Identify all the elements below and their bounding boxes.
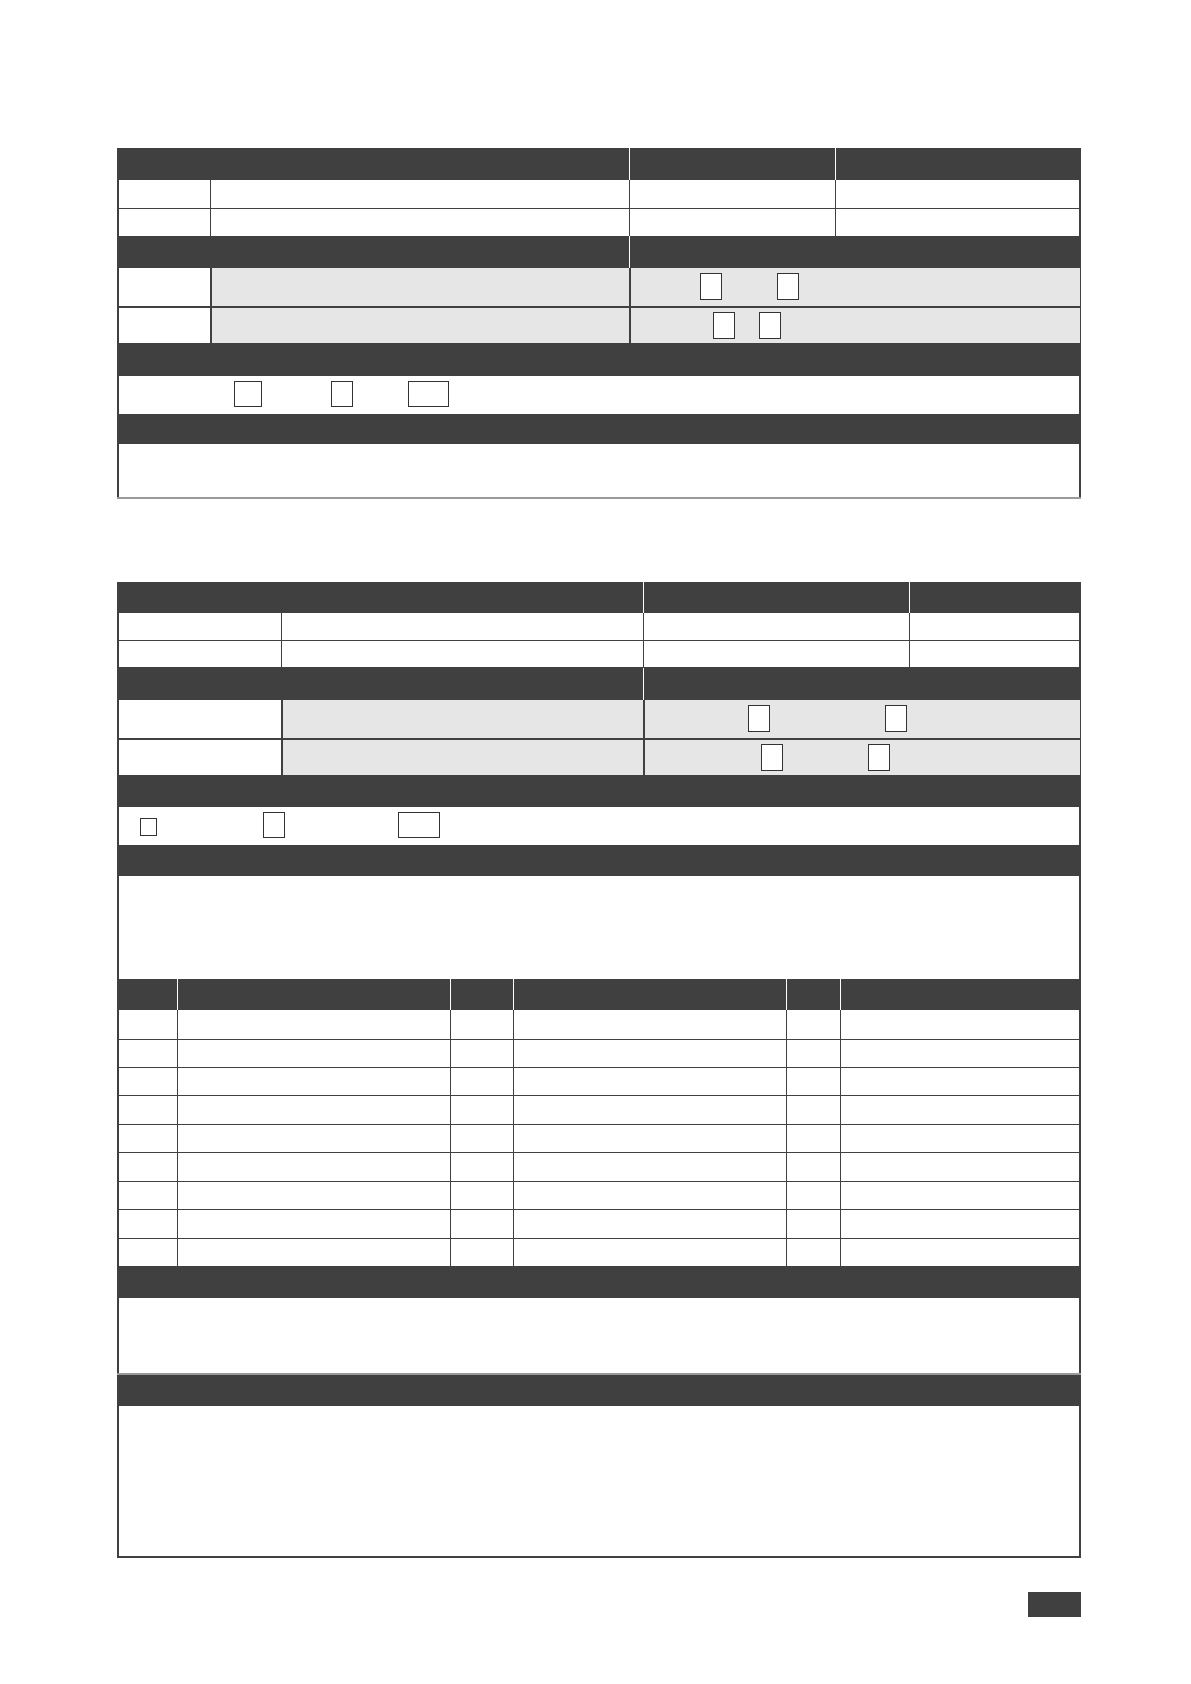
- header-divider: [629, 148, 630, 180]
- column-divider: [629, 180, 630, 236]
- column-divider: [643, 700, 645, 776]
- input-field[interactable]: [212, 209, 628, 235]
- row-divider: [117, 640, 1081, 641]
- option-row: [282, 739, 1080, 776]
- column-divider: [177, 1010, 178, 1267]
- input-field[interactable]: [631, 209, 834, 235]
- checkbox[interactable]: [868, 744, 890, 771]
- checkbox[interactable]: [700, 273, 722, 300]
- option-row: [211, 268, 1080, 306]
- header-divider: [513, 979, 514, 1010]
- column-divider: [210, 268, 212, 344]
- table-row: [117, 1209, 1081, 1210]
- notes-box[interactable]: [117, 444, 1081, 498]
- input-field[interactable]: [837, 181, 1079, 207]
- header-divider: [835, 148, 836, 180]
- table-row: [117, 1095, 1081, 1096]
- header-divider: [629, 236, 630, 268]
- grid-table-body: [117, 1010, 1081, 1267]
- text-box[interactable]: [408, 381, 449, 407]
- column-divider: [909, 613, 910, 668]
- checkbox[interactable]: [263, 812, 285, 838]
- signature-box[interactable]: [117, 1406, 1081, 1558]
- column-divider: [786, 1010, 787, 1267]
- checkbox[interactable]: [234, 381, 262, 407]
- header-divider: [450, 979, 451, 1010]
- section-1-notes-header-bar: [117, 414, 1081, 444]
- section-2-signature-header-bar: [117, 1375, 1081, 1406]
- column-divider: [835, 180, 836, 236]
- table-row: [117, 1181, 1081, 1182]
- column-divider: [281, 700, 283, 776]
- column-divider: [281, 613, 282, 668]
- header-divider: [786, 979, 787, 1010]
- page-number-tab: [1028, 1592, 1081, 1617]
- header-divider: [177, 979, 178, 1010]
- header-divider: [840, 979, 841, 1010]
- header-divider: [643, 582, 644, 613]
- header-divider: [643, 668, 644, 700]
- input-field[interactable]: [212, 181, 628, 207]
- checkbox[interactable]: [777, 273, 799, 300]
- column-divider: [513, 1010, 514, 1267]
- text-box[interactable]: [398, 812, 440, 838]
- column-divider: [450, 1010, 451, 1267]
- section-1-header-bar: [117, 148, 1081, 180]
- column-divider: [629, 268, 631, 344]
- input-field[interactable]: [837, 209, 1079, 235]
- checkbox[interactable]: [761, 744, 783, 771]
- checkbox[interactable]: [331, 381, 353, 407]
- section-2-comments-header-bar: [117, 1267, 1081, 1298]
- row-divider: [117, 306, 1081, 308]
- row-divider: [117, 738, 1081, 740]
- column-divider: [643, 613, 644, 668]
- table-row: [117, 1238, 1081, 1239]
- options-row-frame: [117, 807, 1081, 845]
- checkbox[interactable]: [748, 705, 770, 732]
- notes-box[interactable]: [117, 876, 1081, 979]
- section-2-subheader-bar: [117, 668, 1081, 700]
- section-1-subheader-bar: [117, 236, 1081, 268]
- grid-table-header: [117, 979, 1081, 1010]
- section-2-notes-header-bar: [117, 845, 1081, 876]
- header-divider: [909, 582, 910, 613]
- section-2-options-header-bar: [117, 776, 1081, 807]
- column-divider: [210, 180, 211, 236]
- table-row: [117, 1067, 1081, 1068]
- column-divider: [840, 1010, 841, 1267]
- checkbox[interactable]: [140, 818, 157, 836]
- section-2-header-bar: [117, 582, 1081, 613]
- option-row: [211, 307, 1080, 344]
- comments-box[interactable]: [117, 1298, 1081, 1374]
- option-row: [282, 700, 1080, 738]
- input-field[interactable]: [631, 181, 834, 207]
- checkbox[interactable]: [759, 312, 781, 339]
- section-1-options-header-bar: [117, 344, 1081, 376]
- checkbox[interactable]: [713, 312, 735, 339]
- table-row: [117, 1152, 1081, 1153]
- table-row: [117, 1039, 1081, 1040]
- checkbox[interactable]: [885, 705, 907, 732]
- table-row: [117, 1124, 1081, 1125]
- section-bottom-rule: [117, 497, 1081, 499]
